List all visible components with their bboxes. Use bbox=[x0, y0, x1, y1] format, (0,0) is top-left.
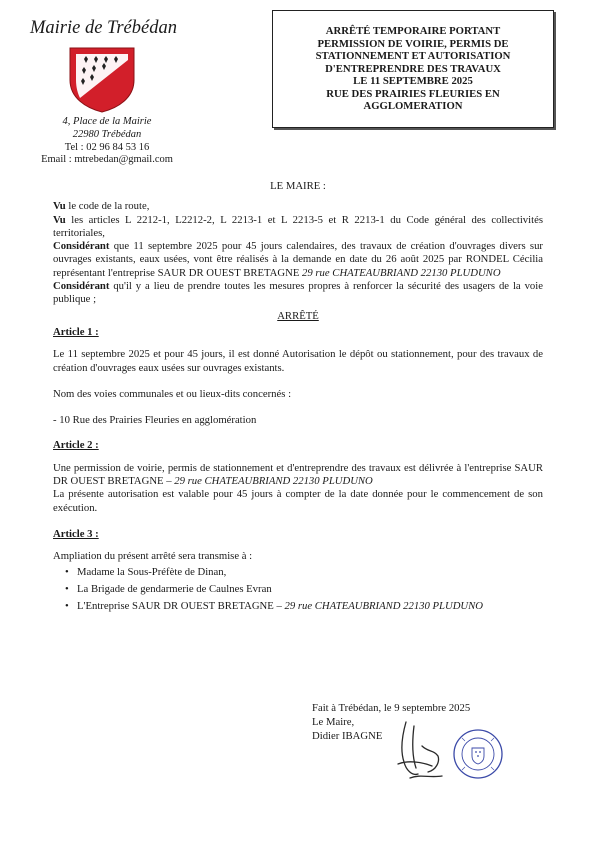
title-line: PERMISSION DE VOIRIE, PERMIS DE bbox=[317, 37, 509, 50]
vu-paragraph bbox=[53, 214, 543, 241]
list-item-text: L'Entreprise SAUR DR OUEST BRETAGNE – bbox=[77, 600, 285, 613]
official-stamp bbox=[452, 728, 504, 780]
article-2-validity: La présente autorisation est valable pour 45 jours à compter de la date donnée pour le commencement de son exécution. bbox=[53, 488, 543, 514]
considerant-paragraph bbox=[53, 240, 543, 280]
article-3-intro: Ampliation du présent arrêté sera transmise à : bbox=[53, 550, 253, 563]
considerant-text: qu'il y a lieu de prendre toutes les mesures propres à renforcer la sécurité des usagers de la voie publique ; bbox=[53, 280, 543, 306]
title-line: STATIONNEMENT ET AUTORISATION bbox=[315, 50, 511, 63]
article-2-text bbox=[53, 462, 543, 489]
recipients-list bbox=[53, 566, 543, 614]
company-address: 29 rue CHATEAUBRIAND 22130 PLUDUNO bbox=[302, 266, 501, 279]
title-line: LE 11 SEPTEMBRE 2025 bbox=[353, 75, 473, 88]
signature-place-date: Fait à Trébédan, le 9 septembre 2025 bbox=[312, 702, 471, 714]
vu-paragraph bbox=[53, 200, 543, 213]
article-1-text: Le 11 septembre 2025 et pour 45 jours, il est donné Autorisation le dépôt ou stationnement, pour des travaux de création d'ouvrages eaux usées sur ouvrages existants. bbox=[53, 348, 543, 374]
phone: Tel : 02 96 84 53 16 bbox=[64, 141, 150, 153]
address-line1: 4, Place de la Mairie bbox=[62, 116, 152, 127]
vu-label: Vu bbox=[53, 213, 66, 226]
le-maire-heading: LE MAIRE : bbox=[270, 180, 326, 192]
mairie-address bbox=[22, 116, 192, 167]
article-3-heading: Article 3 : bbox=[53, 527, 99, 540]
article-1-heading: Article 1 : bbox=[53, 325, 99, 338]
arrete-heading: ARRÊTÉ bbox=[277, 309, 319, 322]
article-1-roads-label: Nom des voies communales et ou lieux-dits concernés : bbox=[53, 387, 292, 400]
company-address: 29 rue CHATEAUBRIAND 22130 PLUDUNO bbox=[284, 600, 484, 613]
company-address: 29 rue CHATEAUBRIAND 22130 PLUDUNO bbox=[174, 475, 373, 488]
address-line2: 22980 Trébédan bbox=[72, 128, 142, 140]
list-item: • La Brigade de gendarmerie de Caulnes Evran bbox=[77, 583, 543, 596]
title-line: AGGLOMERATION bbox=[363, 100, 463, 113]
considerant-label: Considérant bbox=[53, 280, 110, 293]
article-1-road-item: - 10 Rue des Prairies Fleuries en agglomération bbox=[53, 414, 257, 427]
vu-text: le code de la route, bbox=[65, 200, 150, 213]
article-2-heading: Article 2 : bbox=[53, 439, 99, 452]
article-2-text-main: Une permission de voirie, permis de stationnement et d'entreprendre des travaux est délivrée à l'entreprise SAUR DR OUEST BRETAGNE – bbox=[53, 461, 543, 488]
document-body bbox=[53, 180, 543, 617]
vu-text: les articles L 2212-1, L2212-2, L 2213-1 et L 2213-5 et R 2213-1 du Code général des collectivités territoriales, bbox=[53, 213, 543, 239]
title-line: ARRÊTÉ TEMPORAIRE PORTANT bbox=[325, 24, 501, 37]
considerant-paragraph bbox=[53, 280, 543, 307]
email[interactable]: Email : mtrebedan@gmail.com bbox=[41, 154, 173, 166]
list-item bbox=[77, 600, 543, 613]
list-item: • Madame la Sous-Préfète de Dinan, bbox=[77, 566, 543, 579]
signature-role: Le Maire, bbox=[312, 716, 355, 728]
arrete-title-box bbox=[272, 10, 554, 128]
signature-name: Didier IBAGNE bbox=[312, 730, 383, 742]
title-line: RUE DES PRAIRIES FLEURIES EN bbox=[326, 87, 500, 100]
considerant-text: que 11 septembre 2025 pour 45 jours calendaires, des travaux de création d'ouvrages divers sur ouvrages existants, eaux usées, vont être réalisés à la demande en date du 26 août 2025 par RONDEL Cécilia représentant l'entreprise SAUR DR OUEST BRETAGNE bbox=[53, 240, 543, 279]
vu-label: Vu bbox=[53, 200, 66, 213]
coat-of-arms-logo bbox=[66, 46, 138, 114]
title-line: D'ENTREPRENDRE DES TRAVAUX bbox=[325, 62, 501, 75]
mairie-name: Mairie de Trébédan bbox=[30, 18, 177, 38]
handwritten-signature bbox=[392, 716, 450, 786]
considerant-label: Considérant bbox=[53, 240, 110, 253]
